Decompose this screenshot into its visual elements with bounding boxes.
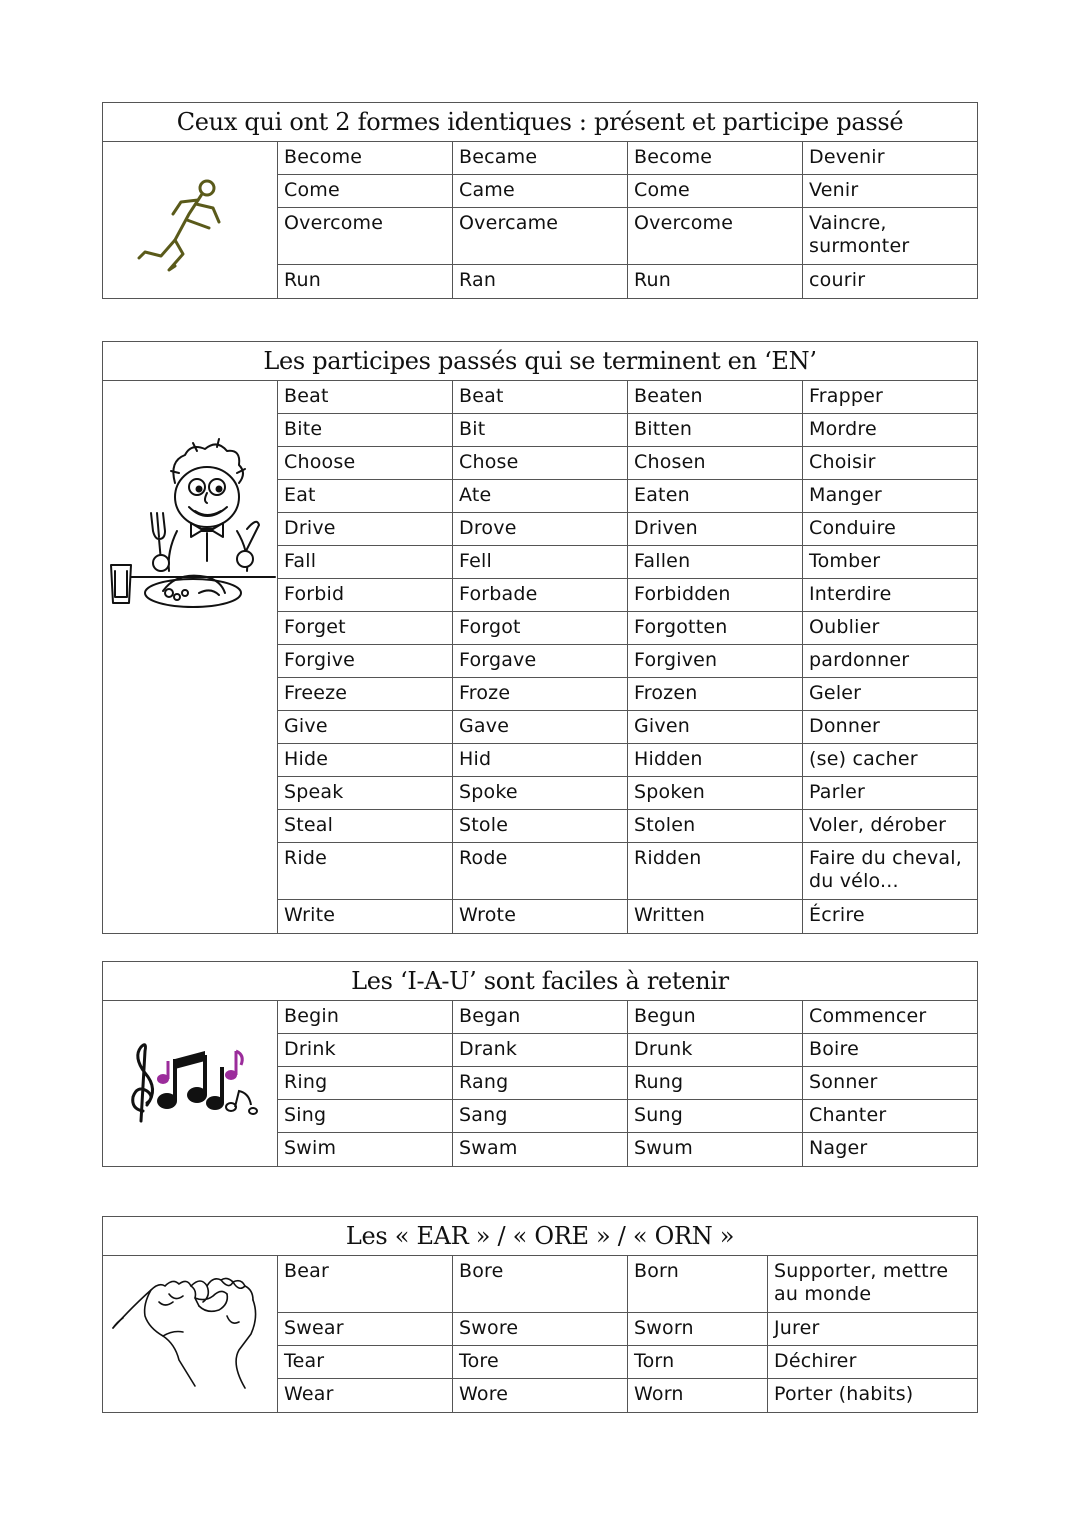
verb-base-form: Run [278, 265, 453, 298]
verb-past-participle: Drunk [628, 1034, 803, 1066]
verb-translation: Manger [809, 484, 882, 506]
verb-past-participle: Forgotten [628, 612, 803, 644]
verb-past-simple: Rang [453, 1067, 628, 1099]
verb-past-participle: Given [628, 711, 803, 743]
verb-past-participle: Chosen [628, 447, 803, 479]
table-row [278, 1379, 977, 1412]
verb-translation: courir [809, 269, 866, 291]
verb-past-participle: Run [628, 265, 803, 298]
verb-past-simple: Spoke [453, 777, 628, 809]
verb-base-form: Overcome [278, 208, 453, 264]
verb-table [278, 1001, 977, 1166]
verb-table [278, 381, 977, 933]
verb-translation: Commencer [809, 1005, 927, 1027]
table-row [278, 1133, 977, 1166]
verb-past-simple: Drove [453, 513, 628, 545]
verb-translation: Choisir [809, 451, 876, 473]
verb-base-form: Ring [278, 1067, 453, 1099]
verb-past-simple: Overcame [453, 208, 628, 264]
verb-translation: Conduire [809, 517, 896, 539]
verb-base-form: Forget [278, 612, 453, 644]
table-row [278, 1001, 977, 1034]
verb-translation: Supporter, mettre au monde [774, 1260, 949, 1305]
verb-past-participle: Worn [628, 1379, 768, 1412]
verb-base-form: Fall [278, 546, 453, 578]
verb-base-form: Swim [278, 1133, 453, 1166]
table-row [278, 579, 977, 612]
verb-past-simple: Swam [453, 1133, 628, 1166]
verb-base-form: Hide [278, 744, 453, 776]
table-row [278, 208, 977, 265]
verb-past-participle: Become [628, 142, 803, 174]
table-row [278, 1034, 977, 1067]
verb-past-simple: Came [453, 175, 628, 207]
verb-past-simple: Ate [453, 480, 628, 512]
verb-past-simple: Froze [453, 678, 628, 710]
verb-base-form: Forbid [278, 579, 453, 611]
section-title: Ceux qui ont 2 formes identiques : présent et participe passé [103, 103, 977, 142]
verb-past-simple: Tore [453, 1346, 628, 1378]
verb-base-form: Ride [278, 843, 453, 899]
verb-translation: Devenir [809, 146, 885, 168]
verb-translation: Vaincre, surmonter [809, 212, 910, 257]
table-row [278, 1346, 977, 1379]
verb-past-participle: Begun [628, 1001, 803, 1033]
section-title: Les ‘I-A-U’ sont faciles à retenir [103, 962, 977, 1001]
table-row [278, 900, 977, 933]
music-notes-icon [103, 1001, 278, 1166]
verb-base-form: Drive [278, 513, 453, 545]
verb-base-form: Wear [278, 1379, 453, 1412]
table-row [278, 744, 977, 777]
verb-past-participle: Born [628, 1256, 768, 1312]
table-row [278, 175, 977, 208]
verb-past-simple: Drank [453, 1034, 628, 1066]
verb-past-participle: Stolen [628, 810, 803, 842]
table-row [278, 513, 977, 546]
verb-base-form: Sing [278, 1100, 453, 1132]
verb-translation: Tomber [809, 550, 881, 572]
running-person-icon [103, 142, 278, 298]
verb-past-simple: Chose [453, 447, 628, 479]
verb-past-participle: Forgiven [628, 645, 803, 677]
boy-eating-icon [103, 381, 278, 933]
verb-past-participle: Come [628, 175, 803, 207]
verb-translation: Porter (habits) [774, 1383, 914, 1405]
verb-past-participle: Sung [628, 1100, 803, 1132]
verb-base-form: Freeze [278, 678, 453, 710]
table-row [278, 810, 977, 843]
verb-past-simple: Hid [453, 744, 628, 776]
verb-past-participle: Forbidden [628, 579, 803, 611]
verb-past-simple: Beat [453, 381, 628, 413]
verb-past-participle: Beaten [628, 381, 803, 413]
verb-base-form: Bite [278, 414, 453, 446]
table-row [278, 1313, 977, 1346]
verb-translation: Geler [809, 682, 862, 704]
table-row [278, 612, 977, 645]
verb-past-simple: Bore [453, 1256, 628, 1312]
verb-past-simple: Forgave [453, 645, 628, 677]
verb-past-participle: Sworn [628, 1313, 768, 1345]
verb-past-simple: Bit [453, 414, 628, 446]
verb-past-participle: Eaten [628, 480, 803, 512]
verb-base-form: Forgive [278, 645, 453, 677]
table-row [278, 711, 977, 744]
table-row [278, 414, 977, 447]
verb-translation: Donner [809, 715, 881, 737]
verb-translation: Oublier [809, 616, 880, 638]
verb-table [278, 142, 977, 298]
table-row [278, 546, 977, 579]
verb-base-form: Steal [278, 810, 453, 842]
section-identical-forms [102, 102, 978, 299]
section-iau-verbs [102, 961, 978, 1167]
table-row [278, 645, 977, 678]
section-title: Les « EAR » / « ORE » / « ORN » [103, 1217, 977, 1256]
verb-past-participle: Torn [628, 1346, 768, 1378]
verb-translation: Chanter [809, 1104, 887, 1126]
verb-table [278, 1256, 977, 1412]
table-row [278, 678, 977, 711]
verb-base-form: Swear [278, 1313, 453, 1345]
verb-past-simple: Forbade [453, 579, 628, 611]
verb-past-simple: Forgot [453, 612, 628, 644]
verb-base-form: Choose [278, 447, 453, 479]
verb-translation: Parler [809, 781, 866, 803]
verb-base-form: Drink [278, 1034, 453, 1066]
verb-translation: Écrire [809, 904, 865, 926]
verb-past-participle: Bitten [628, 414, 803, 446]
verb-past-participle: Driven [628, 513, 803, 545]
verb-translation: Voler, dérober [809, 814, 947, 836]
table-row [278, 480, 977, 513]
verb-past-participle: Hidden [628, 744, 803, 776]
verb-past-participle: Frozen [628, 678, 803, 710]
verb-past-participle: Written [628, 900, 803, 933]
table-row [278, 1067, 977, 1100]
pinky-promise-hands-icon [103, 1256, 278, 1412]
verb-past-participle: Overcome [628, 208, 803, 264]
verb-past-simple: Began [453, 1001, 628, 1033]
verb-past-participle: Rung [628, 1067, 803, 1099]
verb-past-simple: Stole [453, 810, 628, 842]
verb-past-participle: Swum [628, 1133, 803, 1166]
table-row [278, 777, 977, 810]
section-title: Les participes passés qui se terminent en ‘EN’ [103, 342, 977, 381]
table-row [278, 265, 977, 298]
verb-translation: Sonner [809, 1071, 878, 1093]
verb-past-simple: Ran [453, 265, 628, 298]
verb-translation: Boire [809, 1038, 860, 1060]
verb-base-form: Become [278, 142, 453, 174]
verb-translation: Faire du cheval, du vélo... [809, 847, 962, 892]
table-row [278, 1256, 977, 1313]
verb-translation: (se) cacher [809, 748, 918, 770]
verb-translation: Interdire [809, 583, 892, 605]
verb-base-form: Tear [278, 1346, 453, 1378]
verb-past-simple: Gave [453, 711, 628, 743]
verb-past-simple: Wrote [453, 900, 628, 933]
verb-base-form: Begin [278, 1001, 453, 1033]
verb-past-participle: Ridden [628, 843, 803, 899]
table-row [278, 381, 977, 414]
verb-translation: pardonner [809, 649, 910, 671]
verb-past-simple: Fell [453, 546, 628, 578]
section-ear-ore-orn [102, 1216, 978, 1413]
verb-translation: Mordre [809, 418, 877, 440]
verb-translation: Venir [809, 179, 859, 201]
verb-translation: Déchirer [774, 1350, 857, 1372]
verb-base-form: Come [278, 175, 453, 207]
verb-base-form: Give [278, 711, 453, 743]
verb-past-simple: Swore [453, 1313, 628, 1345]
verb-past-participle: Fallen [628, 546, 803, 578]
verb-past-participle: Spoken [628, 777, 803, 809]
verb-past-simple: Became [453, 142, 628, 174]
verb-base-form: Bear [278, 1256, 453, 1312]
verb-translation: Nager [809, 1137, 868, 1159]
section-en-participles [102, 341, 978, 934]
table-row [278, 843, 977, 900]
verb-translation: Frapper [809, 385, 884, 407]
verb-past-simple: Sang [453, 1100, 628, 1132]
verb-base-form: Write [278, 900, 453, 933]
verb-past-simple: Wore [453, 1379, 628, 1412]
table-row [278, 447, 977, 480]
table-row [278, 142, 977, 175]
verb-base-form: Speak [278, 777, 453, 809]
verb-base-form: Beat [278, 381, 453, 413]
verb-base-form: Eat [278, 480, 453, 512]
verb-past-simple: Rode [453, 843, 628, 899]
table-row [278, 1100, 977, 1133]
verb-translation: Jurer [774, 1317, 820, 1339]
